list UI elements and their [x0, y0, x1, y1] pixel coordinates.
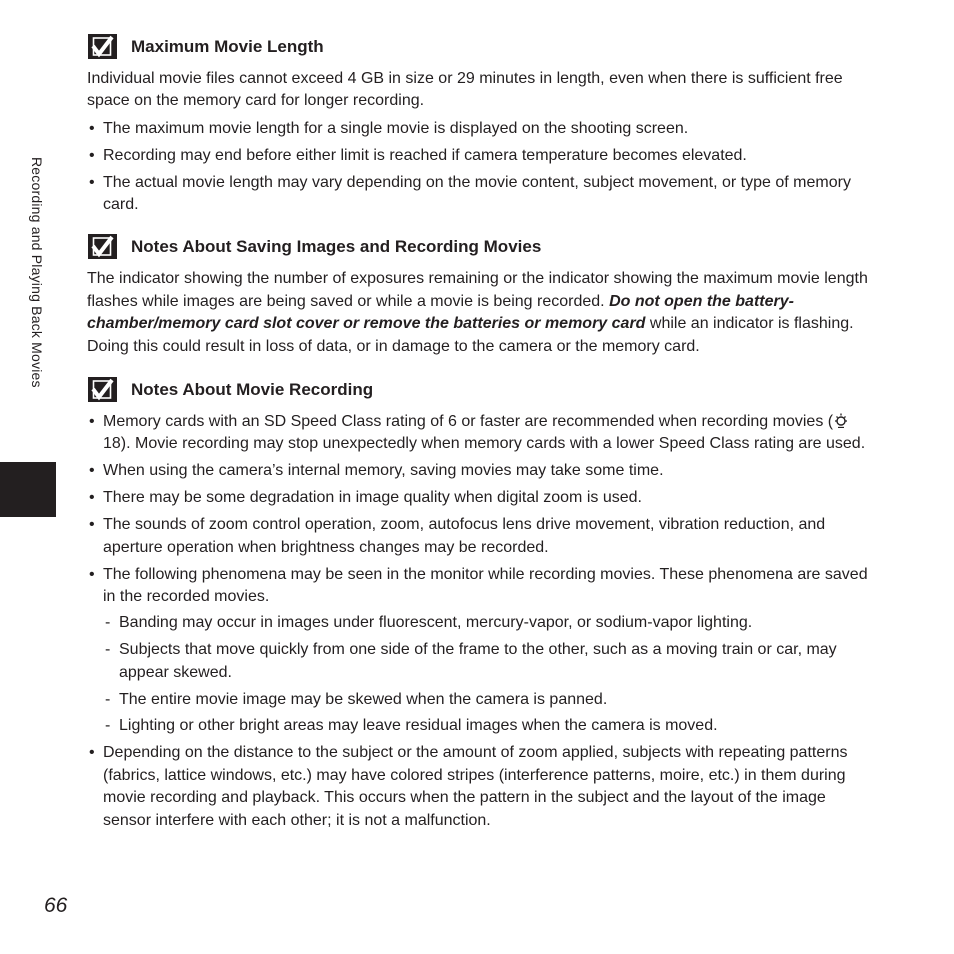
section-heading	[87, 233, 872, 260]
sub-list	[103, 612, 872, 738]
list-text: The following phenomena may be seen in the monitor while recording movies. These phenomena are saved in the recorded movies.	[103, 565, 868, 605]
list-item: • There may be some degradation in image quality when digital zoom is used.	[87, 487, 872, 509]
heading-title: Maximum Movie Length	[131, 36, 324, 56]
paragraph-text: The indicator showing the number of exposures remaining or the indicator showing the maximum movie length flashes while images are being saved or while a movie is being recorded.	[87, 270, 868, 310]
section-maximum-movie-length	[87, 33, 872, 216]
heading-title: Notes About Saving Images and Recording Movies	[131, 236, 542, 256]
sub-list-item: - Lighting or other bright areas may leave residual images when the camera is moved.	[103, 715, 872, 737]
list-item: • When using the camera’s internal memory, saving movies may take some time.	[87, 460, 872, 482]
section-heading	[87, 376, 872, 403]
list-item: • The sounds of zoom control operation, zoom, autofocus lens drive movement, vibration reduction, and aperture operation when brightness changes may be recorded.	[87, 514, 872, 559]
shooting-reference-icon[interactable]	[834, 413, 848, 428]
chapter-tab-marker	[0, 462, 56, 517]
bullet-list	[87, 411, 872, 832]
section-notes-movie-recording	[87, 376, 872, 832]
page-number: 66	[44, 894, 68, 917]
check-mark-icon	[87, 233, 118, 260]
warning-text: Do not open the battery-chamber/memory card slot cover or remove the batteries or memory card	[87, 292, 794, 333]
list-text: ). Movie recording may stop unexpectedly when memory cards with a lower Speed Class rating are used.	[120, 435, 866, 453]
bullet-list	[87, 118, 872, 217]
sub-list-item: - The entire movie image may be skewed when the camera is panned.	[103, 689, 872, 711]
chapter-side-label: Recording and Playing Back Movies	[29, 157, 45, 388]
list-item: • Depending on the distance to the subject or the amount of zoom applied, subjects with repeating patterns (fabrics, lattice windows, etc.) may have colored stripes (interference patterns, moire, etc.) in them during movie recording and playback. This occurs when the pattern in the subject and the layout of the image sensor interfere with each other; it is not a malfunction.	[87, 742, 872, 832]
section-intro: Individual movie files cannot exceed 4 GB in size or 29 minutes in length, even when there is sufficient free space on the memory card for longer recording.	[87, 70, 843, 110]
sub-list-item: - Subjects that move quickly from one side of the frame to the other, such as a moving train or car, may appear skewed.	[103, 639, 872, 684]
list-item	[87, 411, 872, 456]
sub-list-item: - Banding may occur in images under fluorescent, mercury-vapor, or sodium-vapor lighting.	[103, 612, 872, 634]
page-reference[interactable]: 18	[103, 435, 121, 453]
check-mark-icon	[87, 376, 118, 403]
page-content	[87, 33, 872, 836]
paragraph-text: while an indicator is flashing. Doing this could result in loss of data, or in damage to the camera or the memory card.	[87, 315, 854, 355]
list-text: Memory cards with an SD Speed Class rating of 6 or faster are recommended when recording movies (	[103, 413, 834, 431]
section-notes-saving	[87, 233, 872, 358]
list-item: • The actual movie length may vary depending on the movie content, subject movement, or type of memory card.	[87, 172, 872, 217]
list-item	[87, 564, 872, 738]
list-item: • The maximum movie length for a single movie is displayed on the shooting screen.	[87, 118, 872, 140]
heading-title: Notes About Movie Recording	[131, 379, 374, 399]
section-heading	[87, 33, 872, 60]
check-mark-icon	[87, 33, 118, 60]
list-item: • Recording may end before either limit is reached if camera temperature becomes elevated.	[87, 145, 872, 167]
section-paragraph	[87, 268, 872, 358]
